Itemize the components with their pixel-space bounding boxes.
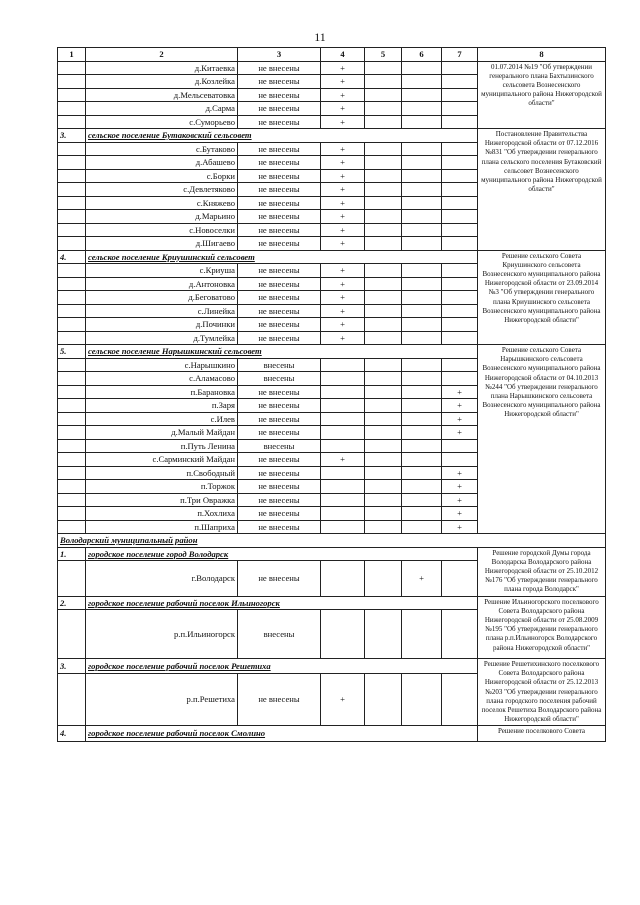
settlement-name: с.Нарышкино (86, 358, 238, 372)
col4-mark: + (321, 264, 365, 278)
row-number-cell (58, 156, 86, 170)
col6-mark (402, 453, 442, 467)
document-reference: Решение Ильиногорского поселкового Совета Володарского района Нижегородской области от 25.08.2009 №195 "Об утверждении генерального плана р.п.Ильиногорск Володарского района Нижегородской области" (478, 596, 606, 659)
status-cell: не внесены (238, 142, 321, 156)
header-cell: 4 (321, 48, 365, 62)
status-cell: не внесены (238, 183, 321, 197)
section-title: городское поселение город Володарск (86, 547, 478, 561)
document-reference: Постановление Правительства Нижегородской области от 07.12.2016 №831 "Об утверждении генерального плана сельского поселения Бутаковский сельсовет Вознесенского муниципального района Нижегородской области" (478, 129, 606, 251)
status-cell: внесены (238, 439, 321, 453)
status-cell: не внесены (238, 453, 321, 467)
col4-mark (321, 493, 365, 507)
col5-mark (365, 88, 402, 102)
col5-mark (365, 385, 402, 399)
col5-mark (365, 372, 402, 386)
col5-mark (365, 210, 402, 224)
row-number-cell (58, 223, 86, 237)
col4-mark: + (321, 304, 365, 318)
header-cell: 7 (442, 48, 478, 62)
settlement-name: п.Три Овражка (86, 493, 238, 507)
row-number-cell (58, 237, 86, 251)
col7-mark: + (442, 399, 478, 413)
col5-mark (365, 453, 402, 467)
col5-mark (365, 277, 402, 291)
document-reference: Решение Решетихинского поселкового Совета Володарского района Нижегородской области от 25.12.2013 №203 "Об утверждении генерального плана городского поселения рабочий поселок Решетиха Володарского района Нижегородской области" (478, 659, 606, 726)
settlement-name: п.Путь Ленина (86, 439, 238, 453)
col4-mark: + (321, 102, 365, 116)
settlement-name: с.Новоселки (86, 223, 238, 237)
col7-mark (442, 331, 478, 345)
col5-mark (365, 561, 402, 596)
col7-mark (442, 183, 478, 197)
status-cell: не внесены (238, 156, 321, 170)
settlement-name: с.Борки (86, 169, 238, 183)
col6-mark (402, 223, 442, 237)
col5-mark (365, 358, 402, 372)
section-row (58, 250, 606, 264)
row-number-cell (58, 453, 86, 467)
status-cell: не внесены (238, 88, 321, 102)
col4-mark (321, 372, 365, 386)
col7-mark: + (442, 412, 478, 426)
col6-mark (402, 264, 442, 278)
col4-mark (321, 520, 365, 534)
col5-mark (365, 291, 402, 305)
col7-mark (442, 439, 478, 453)
settlement-name: с.Княжево (86, 196, 238, 210)
status-cell: не внесены (238, 115, 321, 129)
col5-mark (365, 673, 402, 726)
col4-mark: + (321, 673, 365, 726)
table-body (58, 48, 606, 742)
settlement-name: п.Барановка (86, 385, 238, 399)
col4-mark (321, 399, 365, 413)
status-cell: не внесены (238, 399, 321, 413)
settlement-name: д.Марьино (86, 210, 238, 224)
settlement-name: с.Суморьево (86, 115, 238, 129)
col6-mark (402, 493, 442, 507)
col6-mark (402, 399, 442, 413)
col7-mark (442, 102, 478, 116)
col7-mark (442, 88, 478, 102)
status-cell: не внесены (238, 385, 321, 399)
col5-mark (365, 264, 402, 278)
col6-mark (402, 507, 442, 521)
status-cell: не внесены (238, 223, 321, 237)
col7-mark (442, 372, 478, 386)
status-cell: не внесены (238, 210, 321, 224)
settlement-name: д.Антоновка (86, 277, 238, 291)
col7-mark: + (442, 520, 478, 534)
col7-mark (442, 169, 478, 183)
col5-mark (365, 102, 402, 116)
status-cell: не внесены (238, 466, 321, 480)
col4-mark: + (321, 142, 365, 156)
header-cell: 8 (478, 48, 606, 62)
status-cell: не внесены (238, 237, 321, 251)
row-number-cell (58, 115, 86, 129)
row-number-cell (58, 142, 86, 156)
col6-mark (402, 156, 442, 170)
col5-mark (365, 304, 402, 318)
col5-mark (365, 439, 402, 453)
status-cell: не внесены (238, 277, 321, 291)
row-number-cell (58, 439, 86, 453)
section-title: сельское поселение Бутаковский сельсовет (86, 129, 478, 143)
col4-mark: + (321, 183, 365, 197)
document-reference: 01.07.2014 №19 "Об утверждении генерального плана Бахтызинского сельсовета Вознесенского муниципального района Нижегородской области" (478, 61, 606, 129)
col7-mark (442, 156, 478, 170)
col6-mark (402, 480, 442, 494)
row-number-cell (58, 291, 86, 305)
status-cell: не внесены (238, 75, 321, 89)
row-number-cell (58, 561, 86, 596)
row-number-cell (58, 169, 86, 183)
document-reference: Решение поселкового Совета (478, 726, 606, 742)
col7-mark (442, 610, 478, 659)
col5-mark (365, 318, 402, 332)
col7-mark (442, 210, 478, 224)
col6-mark (402, 426, 442, 440)
col4-mark: + (321, 88, 365, 102)
status-cell: не внесены (238, 331, 321, 345)
col6-mark (402, 75, 442, 89)
col5-mark (365, 237, 402, 251)
status-cell: не внесены (238, 520, 321, 534)
settlement-name: с.Криуша (86, 264, 238, 278)
table-header-row (58, 48, 606, 62)
settlement-name: п.Заря (86, 399, 238, 413)
col6-mark (402, 169, 442, 183)
col7-mark (442, 61, 478, 75)
col7-mark: + (442, 466, 478, 480)
col4-mark: + (321, 115, 365, 129)
col4-mark: + (321, 210, 365, 224)
status-cell: не внесены (238, 196, 321, 210)
col5-mark (365, 493, 402, 507)
col7-mark (442, 277, 478, 291)
settlement-name: с.Аламасово (86, 372, 238, 386)
col4-mark: + (321, 75, 365, 89)
row-number-cell (58, 61, 86, 75)
col6-mark (402, 210, 442, 224)
district-row (58, 534, 606, 548)
settlement-name: с.Девлетяково (86, 183, 238, 197)
row-number-cell (58, 331, 86, 345)
section-title: сельское поселение Нарышкинский сельсовет (86, 345, 478, 359)
settlement-name: п.Хохлиха (86, 507, 238, 521)
col6-mark (402, 142, 442, 156)
col5-mark (365, 399, 402, 413)
col4-mark: + (321, 196, 365, 210)
settlement-name: д.Козлейка (86, 75, 238, 89)
col6-mark (402, 439, 442, 453)
status-cell: внесены (238, 358, 321, 372)
section-row (58, 129, 606, 143)
col4-mark (321, 385, 365, 399)
col6-mark (402, 291, 442, 305)
col6-mark (402, 102, 442, 116)
col7-mark (442, 318, 478, 332)
status-cell: не внесены (238, 264, 321, 278)
col7-mark (442, 673, 478, 726)
row-number-cell (58, 264, 86, 278)
col7-mark (442, 115, 478, 129)
settlements-table (57, 47, 606, 742)
col4-mark: + (321, 61, 365, 75)
section-number: 4. (58, 726, 86, 742)
col5-mark (365, 196, 402, 210)
col6-mark (402, 318, 442, 332)
header-cell: 6 (402, 48, 442, 62)
row-number-cell (58, 88, 86, 102)
col7-mark: + (442, 507, 478, 521)
col5-mark (365, 331, 402, 345)
col5-mark (365, 412, 402, 426)
row-number-cell (58, 385, 86, 399)
col5-mark (365, 183, 402, 197)
col4-mark: + (321, 169, 365, 183)
header-cell: 2 (86, 48, 238, 62)
section-number: 1. (58, 547, 86, 561)
row-number-cell (58, 507, 86, 521)
col4-mark (321, 480, 365, 494)
col4-mark (321, 426, 365, 440)
col5-mark (365, 223, 402, 237)
settlement-name: д.Беговатово (86, 291, 238, 305)
col5-mark (365, 480, 402, 494)
document-reference: Решение городской Думы города Володарска Володарского района Нижегородской области от 25.10.2012 №176 "Об утверждении генерального плана города Володарск" (478, 547, 606, 596)
col6-mark (402, 385, 442, 399)
col4-mark: + (321, 156, 365, 170)
row-number-cell (58, 520, 86, 534)
settlement-name: д.Абашево (86, 156, 238, 170)
col5-mark (365, 75, 402, 89)
col7-mark (442, 75, 478, 89)
section-title: городское поселение рабочий поселок Ильиногорск (86, 596, 478, 610)
col7-mark (442, 291, 478, 305)
col7-mark (442, 304, 478, 318)
col6-mark (402, 196, 442, 210)
settlement-name: с.Сарминский Майдан (86, 453, 238, 467)
row-number-cell (58, 75, 86, 89)
col7-mark: + (442, 480, 478, 494)
col6-mark (402, 88, 442, 102)
settlement-name: р.п.Ильиногорск (86, 610, 238, 659)
section-number: 5. (58, 345, 86, 359)
row-number-cell (58, 358, 86, 372)
settlement-name: д.Шигаево (86, 237, 238, 251)
section-number: 4. (58, 250, 86, 264)
col4-mark: + (321, 453, 365, 467)
section-row (58, 596, 606, 610)
section-row (58, 547, 606, 561)
col5-mark (365, 156, 402, 170)
col6-mark (402, 304, 442, 318)
settlement-name: п.Торжок (86, 480, 238, 494)
row-number-cell (58, 210, 86, 224)
col4-mark: + (321, 318, 365, 332)
section-title: сельское поселение Криушинский сельсовет (86, 250, 478, 264)
settlement-name: с.Линейка (86, 304, 238, 318)
row-number-cell (58, 426, 86, 440)
row-number-cell (58, 399, 86, 413)
col6-mark (402, 61, 442, 75)
status-cell: не внесены (238, 561, 321, 596)
row-number-cell (58, 318, 86, 332)
row-number-cell (58, 466, 86, 480)
col5-mark (365, 466, 402, 480)
col4-mark: + (321, 277, 365, 291)
col7-mark (442, 223, 478, 237)
section-row (58, 659, 606, 674)
col7-mark (442, 196, 478, 210)
col5-mark (365, 169, 402, 183)
col6-mark (402, 183, 442, 197)
col6-mark (402, 673, 442, 726)
col4-mark: + (321, 291, 365, 305)
status-cell: не внесены (238, 493, 321, 507)
col6-mark (402, 277, 442, 291)
col4-mark (321, 507, 365, 521)
settlement-name: д.Малый Майдан (86, 426, 238, 440)
settlement-name: р.п.Решетиха (86, 673, 238, 726)
section-number: 2. (58, 596, 86, 610)
col4-mark: + (321, 331, 365, 345)
col6-mark (402, 520, 442, 534)
status-cell: внесены (238, 372, 321, 386)
status-cell: не внесены (238, 673, 321, 726)
col7-mark: + (442, 385, 478, 399)
row-number-cell (58, 412, 86, 426)
col5-mark (365, 115, 402, 129)
row-number-cell (58, 304, 86, 318)
document-reference: Решение сельского Совета Криушинского сельсовета Вознесенского муниципального района Нижегородской области от 23.09.2014 №3 "Об утверждении генерального плана Криушинского сельсовета Вознесенского муниципального района Нижегородской области" (478, 250, 606, 345)
section-title: городское поселение рабочий поселок Решетиха (86, 659, 478, 674)
col4-mark: + (321, 237, 365, 251)
col7-mark (442, 237, 478, 251)
table-row (58, 61, 606, 75)
status-cell: не внесены (238, 291, 321, 305)
header-cell: 5 (365, 48, 402, 62)
col7-mark: + (442, 493, 478, 507)
col7-mark (442, 142, 478, 156)
col7-mark: + (442, 426, 478, 440)
settlement-name: д.Мельсеватовка (86, 88, 238, 102)
document-reference: Решение сельского Совета Нарышкинского сельсовета Вознесенского муниципального района Нижегородской области от 04.10.2013 №244 "Об утверждении генерального плана Нарышкинского сельсовета Вознесенского муниципального района Нижегородской области" (478, 345, 606, 534)
status-cell: не внесены (238, 318, 321, 332)
row-number-cell (58, 102, 86, 116)
settlement-name: д.Починки (86, 318, 238, 332)
col5-mark (365, 61, 402, 75)
col7-mark (442, 561, 478, 596)
section-number: 3. (58, 659, 86, 674)
status-cell: не внесены (238, 412, 321, 426)
status-cell: внесены (238, 610, 321, 659)
row-number-cell (58, 610, 86, 659)
row-number-cell (58, 480, 86, 494)
row-number-cell (58, 196, 86, 210)
settlement-name: с.Бутаково (86, 142, 238, 156)
col6-mark (402, 466, 442, 480)
col4-mark (321, 466, 365, 480)
col7-mark (442, 453, 478, 467)
col6-mark (402, 237, 442, 251)
row-number-cell (58, 183, 86, 197)
status-cell: не внесены (238, 169, 321, 183)
col6-mark (402, 372, 442, 386)
settlement-name: д.Сарма (86, 102, 238, 116)
status-cell: не внесены (238, 426, 321, 440)
status-cell: не внесены (238, 61, 321, 75)
section-row (58, 726, 606, 742)
col4-mark (321, 412, 365, 426)
settlement-name: г.Володарск (86, 561, 238, 596)
settlement-name: с.Илев (86, 412, 238, 426)
district-title: Володарский муниципальный район (58, 534, 606, 548)
row-number-cell (58, 673, 86, 726)
col5-mark (365, 610, 402, 659)
col6-mark (402, 115, 442, 129)
header-cell: 1 (58, 48, 86, 62)
status-cell: не внесены (238, 480, 321, 494)
col4-mark (321, 439, 365, 453)
col4-mark: + (321, 223, 365, 237)
row-number-cell (58, 372, 86, 386)
col6-mark (402, 331, 442, 345)
section-number: 3. (58, 129, 86, 143)
settlement-name: д.Тумлейка (86, 331, 238, 345)
status-cell: не внесены (238, 507, 321, 521)
col6-mark (402, 358, 442, 372)
col5-mark (365, 426, 402, 440)
row-number-cell (58, 277, 86, 291)
col6-mark: + (402, 561, 442, 596)
col7-mark (442, 358, 478, 372)
col5-mark (365, 520, 402, 534)
header-cell: 3 (238, 48, 321, 62)
col6-mark (402, 610, 442, 659)
settlement-name: п.Шаприха (86, 520, 238, 534)
status-cell: не внесены (238, 304, 321, 318)
row-number-cell (58, 493, 86, 507)
status-cell: не внесены (238, 102, 321, 116)
page-number: 11 (314, 30, 326, 44)
col4-mark (321, 610, 365, 659)
col5-mark (365, 142, 402, 156)
col4-mark (321, 358, 365, 372)
settlement-name: д.Китаевка (86, 61, 238, 75)
section-title: городское поселение рабочий поселок Смолино (86, 726, 478, 742)
section-row (58, 345, 606, 359)
settlement-name: п.Свободный (86, 466, 238, 480)
col5-mark (365, 507, 402, 521)
col6-mark (402, 412, 442, 426)
col7-mark (442, 264, 478, 278)
col4-mark (321, 561, 365, 596)
